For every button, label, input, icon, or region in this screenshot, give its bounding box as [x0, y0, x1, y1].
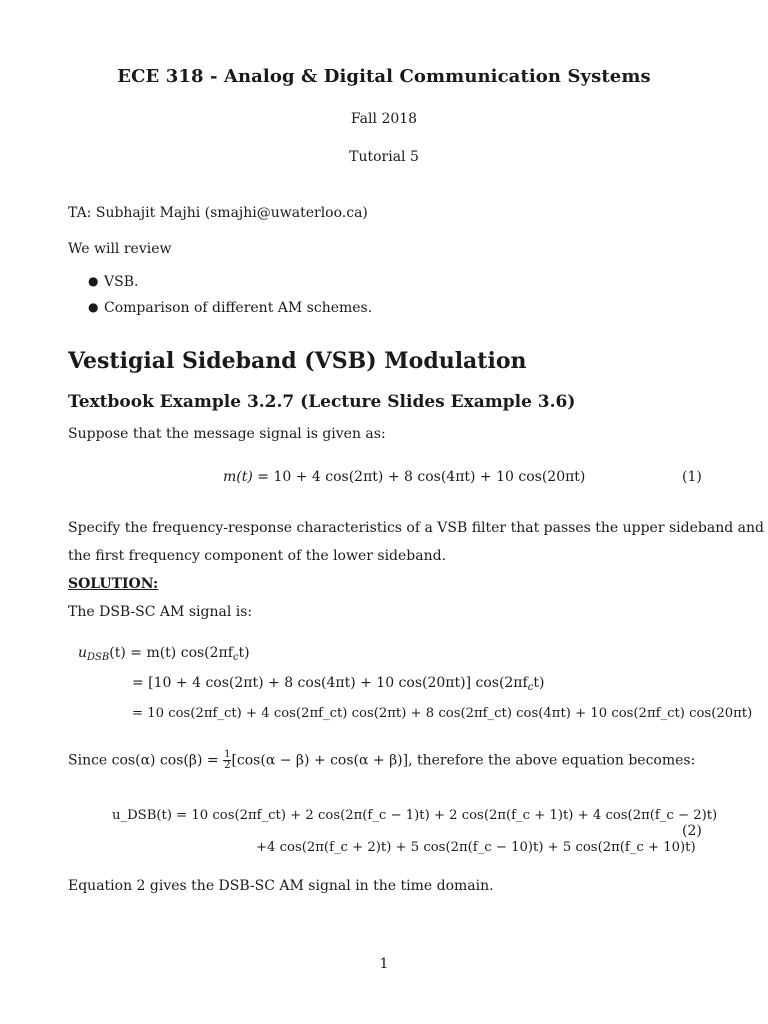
section-heading: Vestigial Sideband (VSB) Modulation: [68, 348, 527, 374]
equation-symbol: u: [78, 645, 88, 661]
paragraph: the first frequency component of the lower sideband.: [68, 548, 447, 564]
equation-rhs-end: t): [533, 675, 545, 691]
term-label: Fall 2018: [350, 111, 418, 127]
equation-lhs: m(t): [223, 469, 253, 485]
equation-array-line: = 10 cos(2πf_ct) + 4 cos(2πf_ct) cos(2πt) + 8 cos(2πf_ct) cos(4πt) + 10 cos(2πf_ct) cos(20πt): [132, 706, 753, 721]
paragraph: Suppose that the message signal is given as:: [68, 426, 386, 442]
paragraph: Equation 2 gives the DSB-SC AM signal in the time domain.: [68, 878, 494, 894]
equation-array-line: [78, 645, 250, 663]
paragraph: The DSB-SC AM signal is:: [68, 604, 253, 620]
list-item: Comparison of different AM schemes.: [104, 300, 373, 316]
tutorial-label: Tutorial 5: [349, 149, 419, 165]
paragraph: Specify the frequency-response characteristics of a VSB filter that passes the upper sideband and: [68, 520, 764, 536]
review-intro: We will review: [68, 241, 172, 257]
ta-line: TA: Subhajit Majhi (smajhi@uwaterloo.ca): [68, 205, 368, 221]
equation-rhs: = m(t) cos(2πf: [130, 645, 233, 661]
equation-subscript: c: [232, 652, 239, 663]
fraction-denominator: 2: [224, 760, 231, 771]
identity-suffix: [cos(α − β) + cos(α + β)], therefore the above equation becomes:: [231, 752, 696, 769]
identity-sentence: [68, 750, 695, 771]
equation-number: (2): [682, 823, 702, 839]
equation-argument: (t): [109, 645, 126, 661]
equation-rhs: = 10 + 4 cos(2πt) + 8 cos(4πt) + 10 cos(20πt): [257, 469, 586, 485]
identity-prefix: Since cos(α) cos(β) =: [68, 752, 219, 769]
fraction-numerator: 1: [224, 749, 231, 760]
list-item: VSB.: [104, 274, 139, 290]
bullet-icon: ●: [88, 274, 99, 288]
page-number: 1: [379, 956, 389, 972]
document-title: ECE 318 - Analog & Digital Communication Systems: [117, 66, 651, 87]
equation-subscript: c: [527, 682, 534, 693]
equation-2-line: u_DSB(t) = 10 cos(2πf_ct) + 2 cos(2π(f_c − 1)t) + 2 cos(2π(f_c + 1)t) + 4 cos(2π(f_c − 2)t): [112, 808, 718, 823]
equation-subscript: DSB: [87, 652, 110, 663]
equation-2-line: +4 cos(2π(f_c + 2)t) + 5 cos(2π(f_c − 10)t) + 5 cos(2π(f_c + 10)t): [256, 840, 696, 855]
equation-rhs: = [10 + 4 cos(2πt) + 8 cos(4πt) + 10 cos(20πt)] cos(2πf: [132, 675, 528, 691]
equation-rhs-end: t): [238, 645, 250, 661]
equation-array-line: [132, 675, 544, 693]
equation-1: [223, 469, 585, 485]
solution-label: SOLUTION:: [68, 576, 159, 592]
equation-number: (1): [682, 469, 702, 485]
subsection-heading: Textbook Example 3.2.7 (Lecture Slides Example 3.6): [68, 392, 576, 412]
bullet-icon: ●: [88, 300, 99, 314]
